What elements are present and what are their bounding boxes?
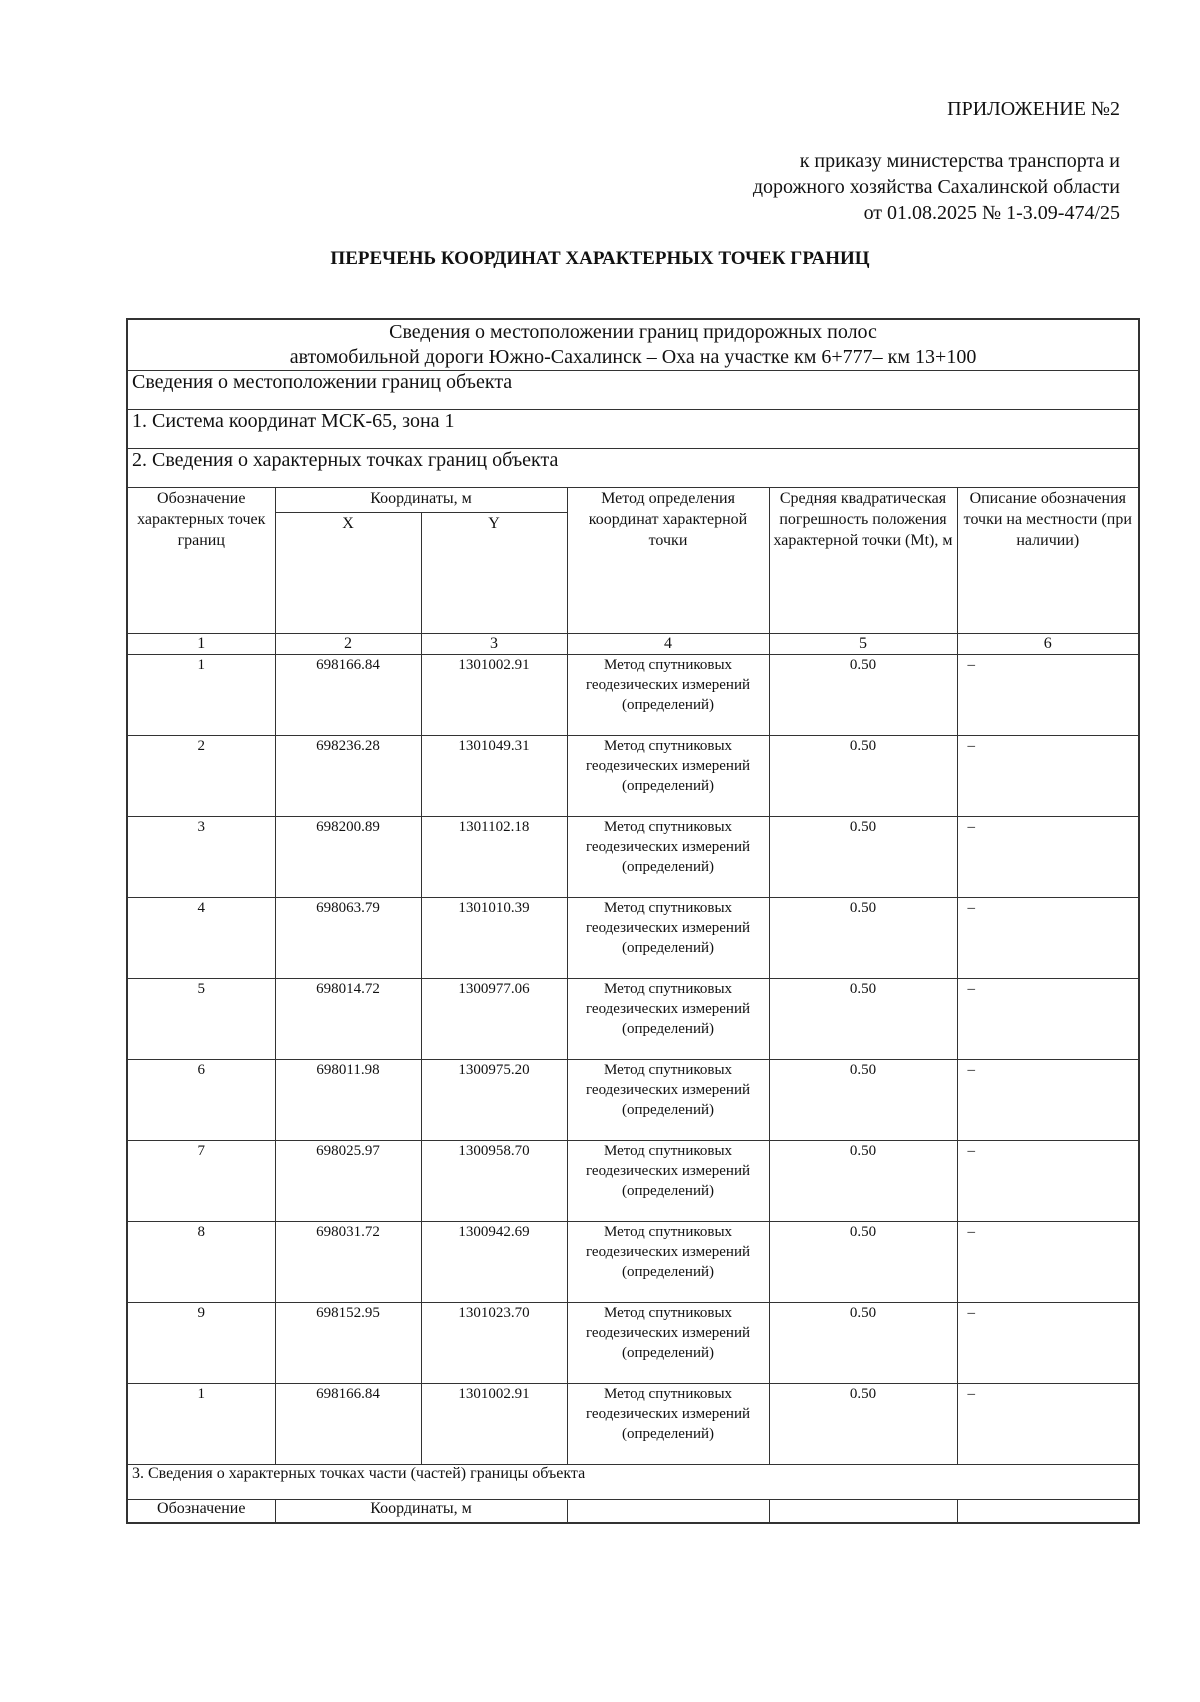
y-coordinate: 1300977.06: [421, 979, 567, 1060]
col-x: X: [275, 513, 421, 634]
x-coordinate: 698152.95: [275, 1303, 421, 1384]
y-coordinate: 1301002.91: [421, 655, 567, 736]
col-error: Средняя квадратическая погрешность положения характерной точки (Mt), м: [769, 488, 957, 634]
point-description: –: [957, 979, 1139, 1060]
y-coordinate: 1300942.69: [421, 1222, 567, 1303]
empty-cell: [567, 1500, 769, 1524]
x-coordinate: 698236.28: [275, 736, 421, 817]
caption-line-2: автомобильной дороги Южно-Сахалинск – Оха на участке км 6+777– км 13+100: [289, 346, 977, 368]
section-3-coords: Координаты, м: [275, 1500, 567, 1524]
point-number: 1: [127, 655, 275, 736]
col-number: 1: [127, 634, 275, 655]
order-reference: [753, 148, 1120, 226]
table-row: [127, 1303, 1139, 1384]
table-row: [127, 898, 1139, 979]
mean-error: 0.50: [769, 1141, 957, 1222]
method: Метод спутниковых геодезических измерений (определений): [567, 1222, 769, 1303]
col-number: 6: [957, 634, 1139, 655]
method: Метод спутниковых геодезических измерений (определений): [567, 817, 769, 898]
col-method: Метод определения координат характерной точки: [567, 488, 769, 634]
section-object: Сведения о местоположении границ объекта: [127, 371, 1139, 410]
col-coords: Координаты, м: [275, 488, 567, 513]
table-caption: [127, 319, 1139, 371]
method: Метод спутниковых геодезических измерений (определений): [567, 1060, 769, 1141]
y-coordinate: 1300975.20: [421, 1060, 567, 1141]
table-row: [127, 1384, 1139, 1465]
x-coordinate: 698025.97: [275, 1141, 421, 1222]
table-row: [127, 1141, 1139, 1222]
x-coordinate: 698063.79: [275, 898, 421, 979]
x-coordinate: 698031.72: [275, 1222, 421, 1303]
order-line-2: дорожного хозяйства Сахалинской области: [752, 176, 1120, 198]
x-coordinate: 698200.89: [275, 817, 421, 898]
point-number: 9: [127, 1303, 275, 1384]
method: Метод спутниковых геодезических измерений (определений): [567, 655, 769, 736]
section-3: 3. Сведения о характерных точках части (частей) границы объекта: [127, 1465, 1139, 1500]
mean-error: 0.50: [769, 817, 957, 898]
col-description: Описание обозначения точки на местности (при наличии): [957, 488, 1139, 634]
empty-cell: [769, 1500, 957, 1524]
mean-error: 0.50: [769, 1222, 957, 1303]
table-row: [127, 1222, 1139, 1303]
mean-error: 0.50: [769, 1384, 957, 1465]
method: Метод спутниковых геодезических измерений (определений): [567, 1384, 769, 1465]
point-number: 3: [127, 817, 275, 898]
point-number: 1: [127, 1384, 275, 1465]
method: Метод спутниковых геодезических измерений (определений): [567, 1141, 769, 1222]
section-1: 1. Система координат МСК-65, зона 1: [127, 410, 1139, 449]
method: Метод спутниковых геодезических измерений (определений): [567, 898, 769, 979]
table-row: [127, 655, 1139, 736]
document-title: ПЕРЕЧЕНЬ КООРДИНАТ ХАРАКТЕРНЫХ ТОЧЕК ГРАНИЦ: [330, 248, 870, 269]
y-coordinate: 1301002.91: [421, 1384, 567, 1465]
col-y: Y: [421, 513, 567, 634]
mean-error: 0.50: [769, 655, 957, 736]
method: Метод спутниковых геодезических измерений (определений): [567, 979, 769, 1060]
y-coordinate: 1301023.70: [421, 1303, 567, 1384]
x-coordinate: 698011.98: [275, 1060, 421, 1141]
point-number: 7: [127, 1141, 275, 1222]
header-row: [127, 488, 1139, 513]
point-description: –: [957, 736, 1139, 817]
data-rows: [127, 655, 1139, 1465]
y-coordinate: 1301102.18: [421, 817, 567, 898]
mean-error: 0.50: [769, 736, 957, 817]
appendix-label: ПРИЛОЖЕНИЕ №2: [947, 98, 1120, 120]
col-designation: Обозначение характерных точек границ: [127, 488, 275, 634]
section-3-designation: Обозначение: [127, 1500, 275, 1524]
x-coordinate: 698166.84: [275, 1384, 421, 1465]
point-description: –: [957, 1384, 1139, 1465]
mean-error: 0.50: [769, 1303, 957, 1384]
x-coordinate: 698166.84: [275, 655, 421, 736]
point-description: –: [957, 655, 1139, 736]
point-number: 8: [127, 1222, 275, 1303]
point-number: 5: [127, 979, 275, 1060]
col-number: 3: [421, 634, 567, 655]
point-number: 2: [127, 736, 275, 817]
point-description: –: [957, 1222, 1139, 1303]
point-description: –: [957, 1141, 1139, 1222]
y-coordinate: 1300958.70: [421, 1141, 567, 1222]
mean-error: 0.50: [769, 1060, 957, 1141]
point-description: –: [957, 1303, 1139, 1384]
table-row: [127, 979, 1139, 1060]
point-description: –: [957, 898, 1139, 979]
order-line-1: к приказу министерства транспорта и: [799, 150, 1120, 172]
order-line-3: от 01.08.2025 № 1-3.09-474/25: [863, 202, 1120, 224]
coordinates-table: [126, 318, 1140, 1524]
method: Метод спутниковых геодезических измерений (определений): [567, 736, 769, 817]
empty-cell: [957, 1500, 1139, 1524]
y-coordinate: 1301010.39: [421, 898, 567, 979]
y-coordinate: 1301049.31: [421, 736, 567, 817]
table-caption-row: [127, 319, 1139, 371]
x-coordinate: 698014.72: [275, 979, 421, 1060]
mean-error: 0.50: [769, 898, 957, 979]
section-2: 2. Сведения о характерных точках границ объекта: [127, 449, 1139, 488]
section-3-header-row: [127, 1500, 1139, 1524]
col-number: 4: [567, 634, 769, 655]
column-numbers-row: [127, 634, 1139, 655]
point-description: –: [957, 1060, 1139, 1141]
table-row: [127, 736, 1139, 817]
point-number: 4: [127, 898, 275, 979]
col-number: 5: [769, 634, 957, 655]
point-description: –: [957, 817, 1139, 898]
caption-line-1: Сведения о местоположении границ придорожных полос: [389, 321, 877, 343]
table-row: [127, 1060, 1139, 1141]
table-row: [127, 817, 1139, 898]
mean-error: 0.50: [769, 979, 957, 1060]
col-number: 2: [275, 634, 421, 655]
point-number: 6: [127, 1060, 275, 1141]
method: Метод спутниковых геодезических измерений (определений): [567, 1303, 769, 1384]
